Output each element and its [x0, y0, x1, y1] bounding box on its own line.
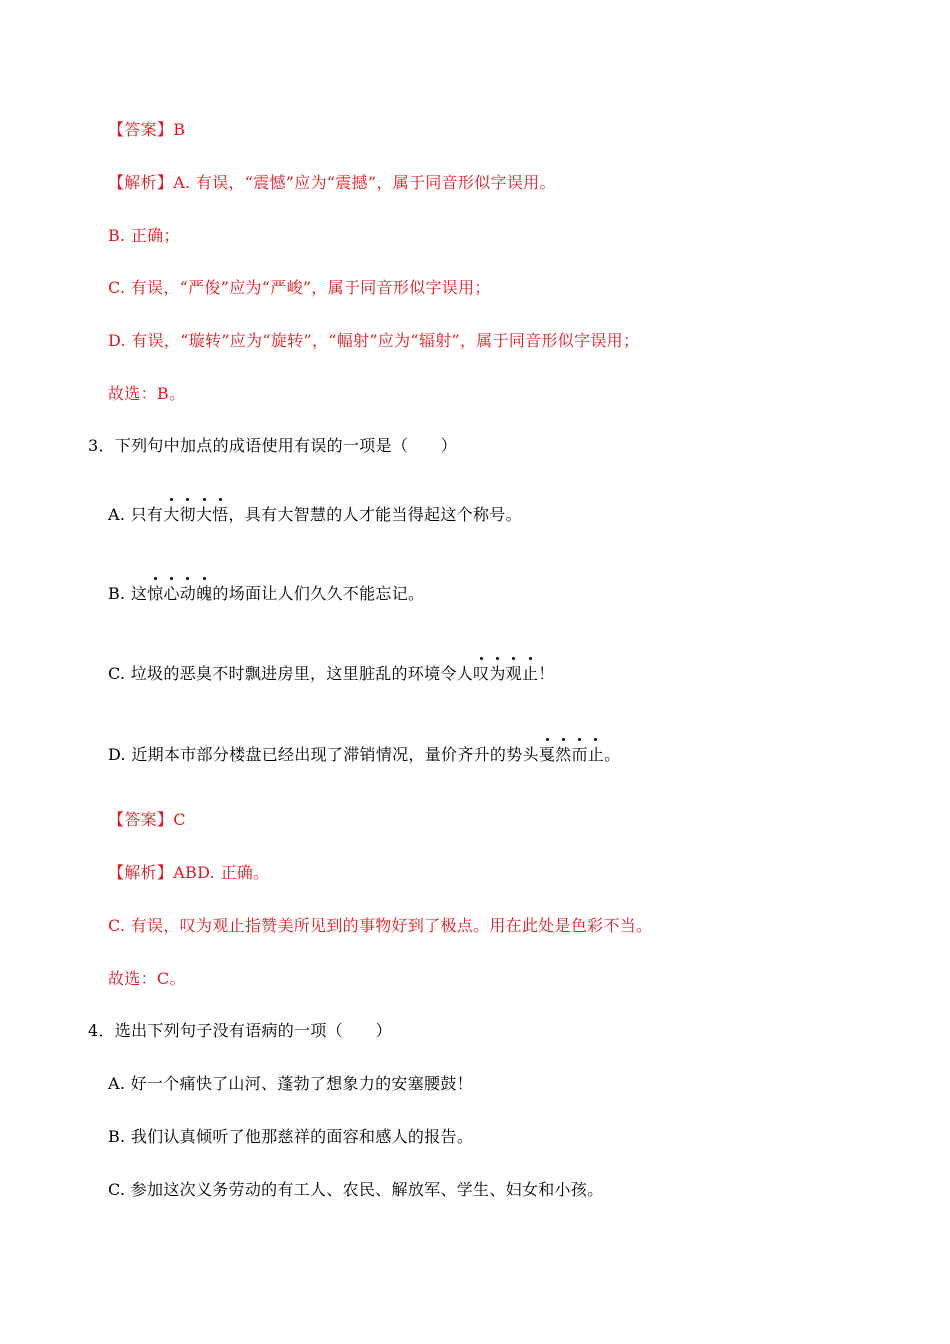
q4-option-b: B. 我们认真倾听了他那慈祥的面容和感人的报告。 [108, 1127, 474, 1146]
q3-option-c [108, 664, 555, 684]
q2-option-c-note: C. 有误，“严俊”应为“严峻”，属于同音形似字误用； [108, 278, 491, 297]
q4-option-a: A. 好一个痛快了山河、蓬勃了想象力的安塞腰鼓！ [108, 1074, 473, 1093]
dotted-char: 悟 [212, 505, 229, 524]
dotted-char: 为 [489, 664, 506, 683]
dotted-char: 止 [587, 745, 605, 764]
q2-conclusion: 故选：B。 [108, 384, 186, 403]
q2-answer: 【答案】B [108, 120, 186, 139]
q3-option-c-note: C. 有误，叹为观止指赞美所见到的事物好到了极点。用在此处是色彩不当。 [108, 916, 653, 935]
q3-option-d-pre: D. 近期本市部分楼盘已经出现了滞销情况，量价齐升的势头 [108, 745, 539, 764]
q4-option-c: C. 参加这次义务劳动的有工人、农民、解放军、学生、妇女和小孩。 [108, 1180, 604, 1199]
dotted-char: 大 [163, 505, 180, 524]
q3-option-a [108, 505, 522, 525]
dotted-char: 叹 [473, 664, 490, 683]
q3-option-b-pre: B. 这 [108, 584, 148, 603]
q3-option-b-post: 的场面让人们久久不能忘记。 [212, 584, 425, 603]
q3-option-a-pre: A. 只有 [108, 505, 164, 524]
q3-option-d-post: 。 [604, 745, 621, 764]
q3-conclusion: 故选：C。 [108, 969, 186, 988]
q3-option-d [108, 745, 620, 765]
dotted-char: 止 [521, 664, 539, 683]
dotted-char: 彻 [179, 505, 196, 524]
dotted-char: 戛 [538, 745, 556, 764]
dotted-char: 观 [505, 664, 522, 683]
q3-option-b [108, 584, 424, 604]
q3-option-a-post: ，具有大智慧的人才能当得起这个称号。 [228, 505, 522, 524]
q3-option-c-post: ！ [538, 664, 555, 683]
dotted-char: 惊 [147, 584, 164, 603]
dotted-char: 魄 [196, 584, 213, 603]
q2-option-d-note: D. 有误，“璇转”应为“旋转”，“幅射”应为“辐射”，属于同音形似字误用； [108, 331, 640, 350]
q2-option-b-note: B. 正确； [108, 226, 180, 245]
q3-answer: 【答案】C [108, 810, 186, 829]
q3-stem: 3．下列句中加点的成语使用有误的一项是（ ） [88, 436, 458, 455]
dotted-char: 心 [163, 584, 180, 603]
q2-analysis: 【解析】A. 有误，“震憾”应为“震撼”，属于同音形似字误用。 [108, 173, 556, 192]
dotted-char: 大 [195, 505, 213, 524]
dotted-char: 然 [555, 745, 572, 764]
dotted-char: 而 [571, 745, 588, 764]
q3-option-c-pre: C. 垃圾的恶臭不时飘进房里，这里脏乱的环境令人 [108, 664, 474, 683]
q4-stem: 4．选出下列句子没有语病的一项（ ） [88, 1021, 392, 1040]
q3-analysis: 【解析】ABD. 正确。 [108, 863, 270, 882]
dotted-char: 动 [179, 584, 197, 603]
